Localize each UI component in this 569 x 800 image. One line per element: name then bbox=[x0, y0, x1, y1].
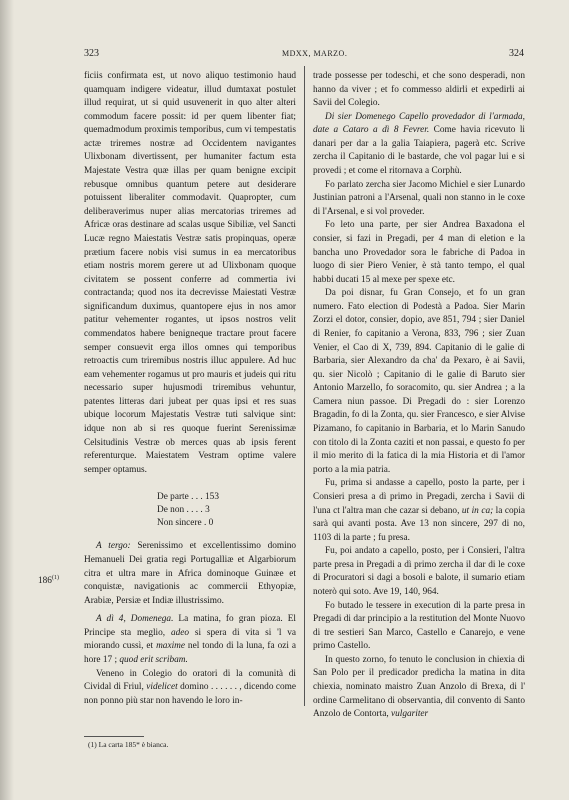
book-spine-shadow bbox=[0, 0, 14, 800]
margin-folio-number: 186$^{(1)}$ bbox=[38, 575, 59, 587]
page-number-right: 324 bbox=[509, 48, 524, 59]
page-header bbox=[84, 48, 524, 62]
paragraph: In questo zorno, fo tenuto le conclusion in chiexia di San Polo per il predicador predicha la matina in dita chiexia, nominato maistro Zuan Anzolo di Brexa, di l' ordine Carmelitano di observantia, dil convento di Santo Anzolo de Contorta, vulgariter bbox=[313, 654, 525, 720]
a-tergo-label: A tergo: bbox=[96, 541, 131, 552]
vote-row: Non sincere . 0 bbox=[157, 518, 214, 529]
entry-date: A dì 4, Domenega. bbox=[96, 614, 174, 625]
paragraph: trade possesse per todeschi, et che sono desperadi, non hanno da viver ; et fo commesso aldirli et expedirli ai Savii del Colegio. bbox=[313, 71, 525, 109]
paragraph: Fo butado le tessere in execution di la parte presa in Pregadi di dar principio a la restitution del Monte Nuovo di tre sestieri San Marco, Castello e Canarejo, e vene primo Castello. bbox=[313, 600, 525, 652]
paragraph: Fo parlato zercha sier Jacomo Michiel e sier Lunardo Justinian patroni a l'Arsenal, quali non stanno in le coxe di l'Arsenal, e si vol proveder. bbox=[313, 179, 525, 217]
vote-tally bbox=[157, 491, 296, 530]
diary-entry-paragraph: Veneno in Colegio do oratori di la comunità di Cividal di Friul, videlicet domino . . . . . . , dicendo come non ponno più star non havendo le loro in- bbox=[84, 668, 297, 706]
latin-letter-text: ficiis confirmata est, ut novo aliquo testimonio haud quamquam indigere videatur, illud dumtaxat postulet illud requirat, ut si quid usuvenerit in quo alter alteri commodum facere possit: id per quem libenter fiat; quemadmodum proximis temporibus, cum vi tempestatis actæ triremes nostræ ad Occidentem navigantes Ulixbonam divertissent, per humaniter factum esta Majestate Vestra quæ illas per quam benigne excipit rebusque omnibus quantum petere aut desiderare potuissent liberaliter commodavit. Quapropter, cum deliberaverimus nuper alias mercatorias triremes ad Africæ oras destinare ad scalas usque Sibiliæ, vel Sancti Lucæ regno Maiestatis Vestræ satis propinquas, operæ prætium facere nobis visi sumus in ea mercatoribus etiam nostris morem gerere ut ad Ulixbonam quoque civitatem se possent conferre ad commertia ivi contractanda; quod nos ita decrevisse Maiestati Vestræ significandum duximus, quantopere ejus in nos amor patitur vehementer rogantes, ut ipsos nostros velit commendatos habere benigneque tractare prout facere semper consuevit erga illos omnes qui temporibus retroactis cum triremibus nostris illuc appulere. Ad huc eam vehementer rogamus ut pro mauris et judeis qui ritu necessario super hujusmodi triremibus vehuntur, patentes litteras dari jubeat per quas ipsi et res suas ubique locorum Majestatis Vestræ tuti salvique sint: idque non ab si res quoque fuerint Serenissimæ Celsitudinis Vestræ ob merces quas ab ipsis ferent referenturque. Maiestatem Vestram optime valere semper optamus. bbox=[84, 71, 296, 475]
paragraph: Fu, poi andato a capello, posto, per i Consieri, l'altra parte presa in Pregadi a dì primo zercha il dar di le coxe di Procuratori si dagi a bosoli e balote, il sumario etiam noterò qui soto. Ave 19, 140, 964. bbox=[313, 546, 525, 597]
page-number-left: 323 bbox=[84, 48, 99, 59]
column-divider bbox=[304, 66, 305, 706]
diary-entry-paragraph: A dì 4, Domenega. La matina, fo gran pioza. El Principe sta meglio, adeo si spera di vita si 'l va miorando cussì, et maxime nel tondo di la luna, fa ozi a hore 17 ; quod erit scribam. bbox=[84, 614, 297, 665]
vote-row: De non . . . . 3 bbox=[157, 505, 210, 516]
footnote-rule bbox=[84, 736, 144, 737]
running-title: MDXX, MARZO. bbox=[282, 49, 348, 58]
left-column bbox=[84, 70, 296, 708]
paragraph: Da poi disnar, fu Gran Consejo, et fo un gran numero. Fato election di Podestà a Padoa. Sier Marin Zorzi el dotor, consier, dopio, ave 851, 794 ; sier Daniel di Renier, fo capitanio a Verona, 833, 796 ; sier Zuan Venier, el Cao di X, 739, 894. Capitanio di le galie di Barbaria, sier Alexandro da cha' da Pexaro, è ai Savii, qu. sier Nicolò ; Capitanio di le galie di Baruto sier Antonio Marzello, fo soracomito, qu. sier Andrea ; a la Camera niun passoe. Di Pregadi do : sier Lorenzo Bragadin, fo di la Zonta, qu. sier Francesco, e sier Alvise Pizamano, fo capitanio in Barbaria, et lo Marin Sanudo con titolo di la Zonta caziti et non passai, e questo fo per il mio merito di la fatica di la mia Historia et di l'amor porto a la mia patria. bbox=[313, 288, 525, 475]
footnote: (1) La carta 185* è bianca. bbox=[88, 740, 169, 749]
paragraph: Fo leto una parte, per sier Andrea Baxadona el consier, si fazi in Pregadi, per 4 man di eletion e la bancha uno Provedador sora le fabriche di Padoa in luogo di sier Piero Venier, è stà tanto tempo, el qual habbi ducati 15 al mexe per spexe etc. bbox=[313, 220, 525, 285]
paragraph: Di sier Domenego Capello provedador di l'armada, date a Cataro a dì 8 Fevrer. Come havia ricevuto li danari per dar a la galia Taiapiera, pagerà etc. Scrive zercha il Capitanio di le bastarde, che vol pagar lui e si provedi ; et come el ritornava a Corphù. bbox=[313, 111, 526, 177]
a-tergo-paragraph: A tergo: Serenissimo et excellentissimo domino Hemanueli Dei gratia regi Portugalliæ et Algarbiorum citra et ultra mare in Africa dominoque Guinæe et conquistæ, navigationis ac commercii Ethyopiæ, Arabiæ, Persiæ et Indiæ illustrissimo. bbox=[84, 541, 297, 606]
paragraph: Fu, prima si andasse a capello, posto la parte, per i Consieri presa a dì primo in Pregadi, zercha i Savii di l'una ct l'altra man che cazar si debano, ut in ca; la copia sarà qui avanti posta. Ave 13 non sincere, 297 di no, 1103 di la parte ; fu presa. bbox=[313, 478, 525, 543]
vote-row: De parte . . . 153 bbox=[157, 492, 219, 503]
right-column bbox=[313, 70, 525, 722]
